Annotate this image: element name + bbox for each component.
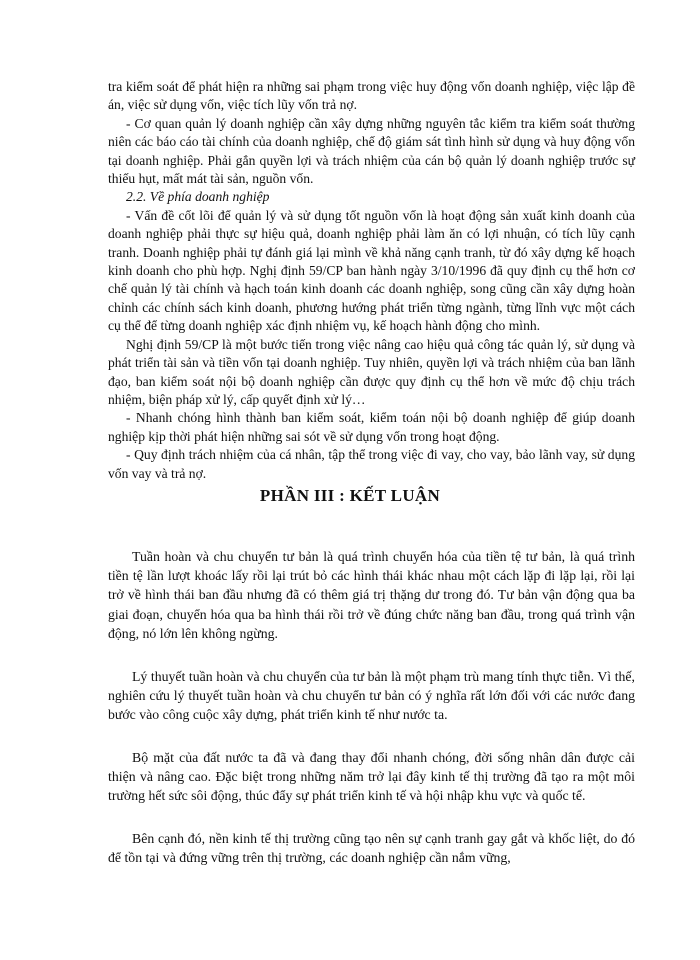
- subheading-enterprise: 2.2. Về phía doanh nghiệp: [126, 189, 270, 205]
- conclusion-paragraph-theory: Lý thuyết tuần hoàn và chu chuyển của tư bản là một phạm trù mang tính thực tiễn. Vì thế, nghiên cứu lý thuyết tuần hoàn và chu chuyển tư bản có ý nghĩa rất lớn đối với các nước đang bước vào công cuộc xây dựng, phát triển kinh tế như nước ta.: [108, 669, 635, 723]
- conclusion-paragraph-country: Bộ mặt của đất nước ta đã và đang thay đổi nhanh chóng, đời sống nhân dân được cải thiện và nâng cao. Đặc biệt trong những năm trở lại đây kinh tế thị trường đã tạo ra một môi trường hết sức sôi động, thúc đẩy sự phát triển kinh tế và hội nhập khu vực và quốc tế.: [108, 750, 635, 804]
- paragraph-decree-59: Nghị định 59/CP là một bước tiến trong việc nâng cao hiệu quả công tác quản lý, sử dụng và phát triển tài sản và tiền vốn tại doanh nghiệp. Tuy nhiên, quyền lợi và trách nhiệm của ban lãnh đạo, ban kiểm soát nội bộ doanh nghiệp cần được quy định cụ thể hơn về mức độ chịu trách nhiệm, biện pháp xử lý, cấp quyết định xử lý…: [108, 336, 635, 407]
- section-title-conclusion: PHẦN III : KẾT LUẬN: [259, 486, 441, 505]
- paragraph-core-issue: - Vấn đề cốt lõi để quản lý và sử dụng tốt nguồn vốn là hoạt động sản xuất kinh doanh của doanh nghiệp phải thực sự hiệu quả, doanh nghiệp phải làm ăn có lợi nhuận, có tích lũy cạnh tranh. Doanh nghiệp phải tự đánh giá lại mình về khả năng cạnh tranh, từ đó xây dựng kế hoạch kinh doanh cho phù hợp. Nghị định 59/CP ban hành ngày 3/10/1996 đã quy định cụ thể hơn cơ chế quản lý tài chính và hạch toán kinh doanh các doanh nghiệp, song cũng cần xây dựng hoàn chỉnh các chính sách kinh doanh, phương hướng phát triển từng ngành, từng lĩnh vực một cách cụ thể để từng doanh nghiệp xác định nhiệm vụ, kế hoạch hành động cho mình.: [108, 207, 635, 334]
- previous-section-text: [108, 78, 635, 483]
- paragraph-audit-board: - Nhanh chóng hình thành ban kiểm soát, kiểm toán nội bộ doanh nghiệp để giúp doanh nghiệp kịp thời phát hiện những sai sót về sử dụng vốn trong hoạt động.: [108, 410, 635, 444]
- conclusion-paragraph-circulation: Tuần hoàn và chu chuyển tư bản là quá trình chuyển hóa của tiền tệ tư bản, là quá trình tiền tệ lần lượt khoác lấy rồi lại trút bỏ các hình thái khác nhau một cách lặp đi lặp lại, rồi lại trở về hình thái ban đầu nhưng đã có thêm giá trị thặng dư trong đó. Tư bản vận động qua ba giai đoạn, chuyển hóa qua ba hình thái rồi trở về đúng chức năng ban đầu, trong quá trình vận động, nó lớn lên không ngừng.: [108, 549, 635, 641]
- paragraph-loan-responsibility: - Quy định trách nhiệm của cá nhân, tập thể trong việc đi vay, cho vay, bảo lãnh vay, sử dụng vốn vay và trả nợ.: [108, 447, 635, 481]
- paragraph-agency-duties: - Cơ quan quản lý doanh nghiệp cần xây dựng những nguyên tắc kiểm tra kiểm soát thường niên các báo cáo tài chính của doanh nghiệp, chế độ giám sát tình hình sử dụng và huy động vốn tại doanh nghiệp. Phải gắn quyền lợi và trách nhiệm của cán bộ quản lý doanh nghiệp trước sự thiếu hụt, mất mát tài sản, nguồn vốn.: [108, 115, 635, 187]
- paragraph-continued: tra kiểm soát để phát hiện ra những sai phạm trong việc huy động vốn doanh nghiệp, việc lập đề án, việc sử dụng vốn, việc tích lũy vốn trả nợ.: [108, 79, 635, 113]
- conclusion-paragraph-competition: Bên cạnh đó, nền kinh tế thị trường cũng tạo nên sự cạnh tranh gay gắt và khốc liệt, do đó để tồn tại và đứng vững trên thị trường, các doanh nghiệp cần nắm vững,: [108, 831, 635, 866]
